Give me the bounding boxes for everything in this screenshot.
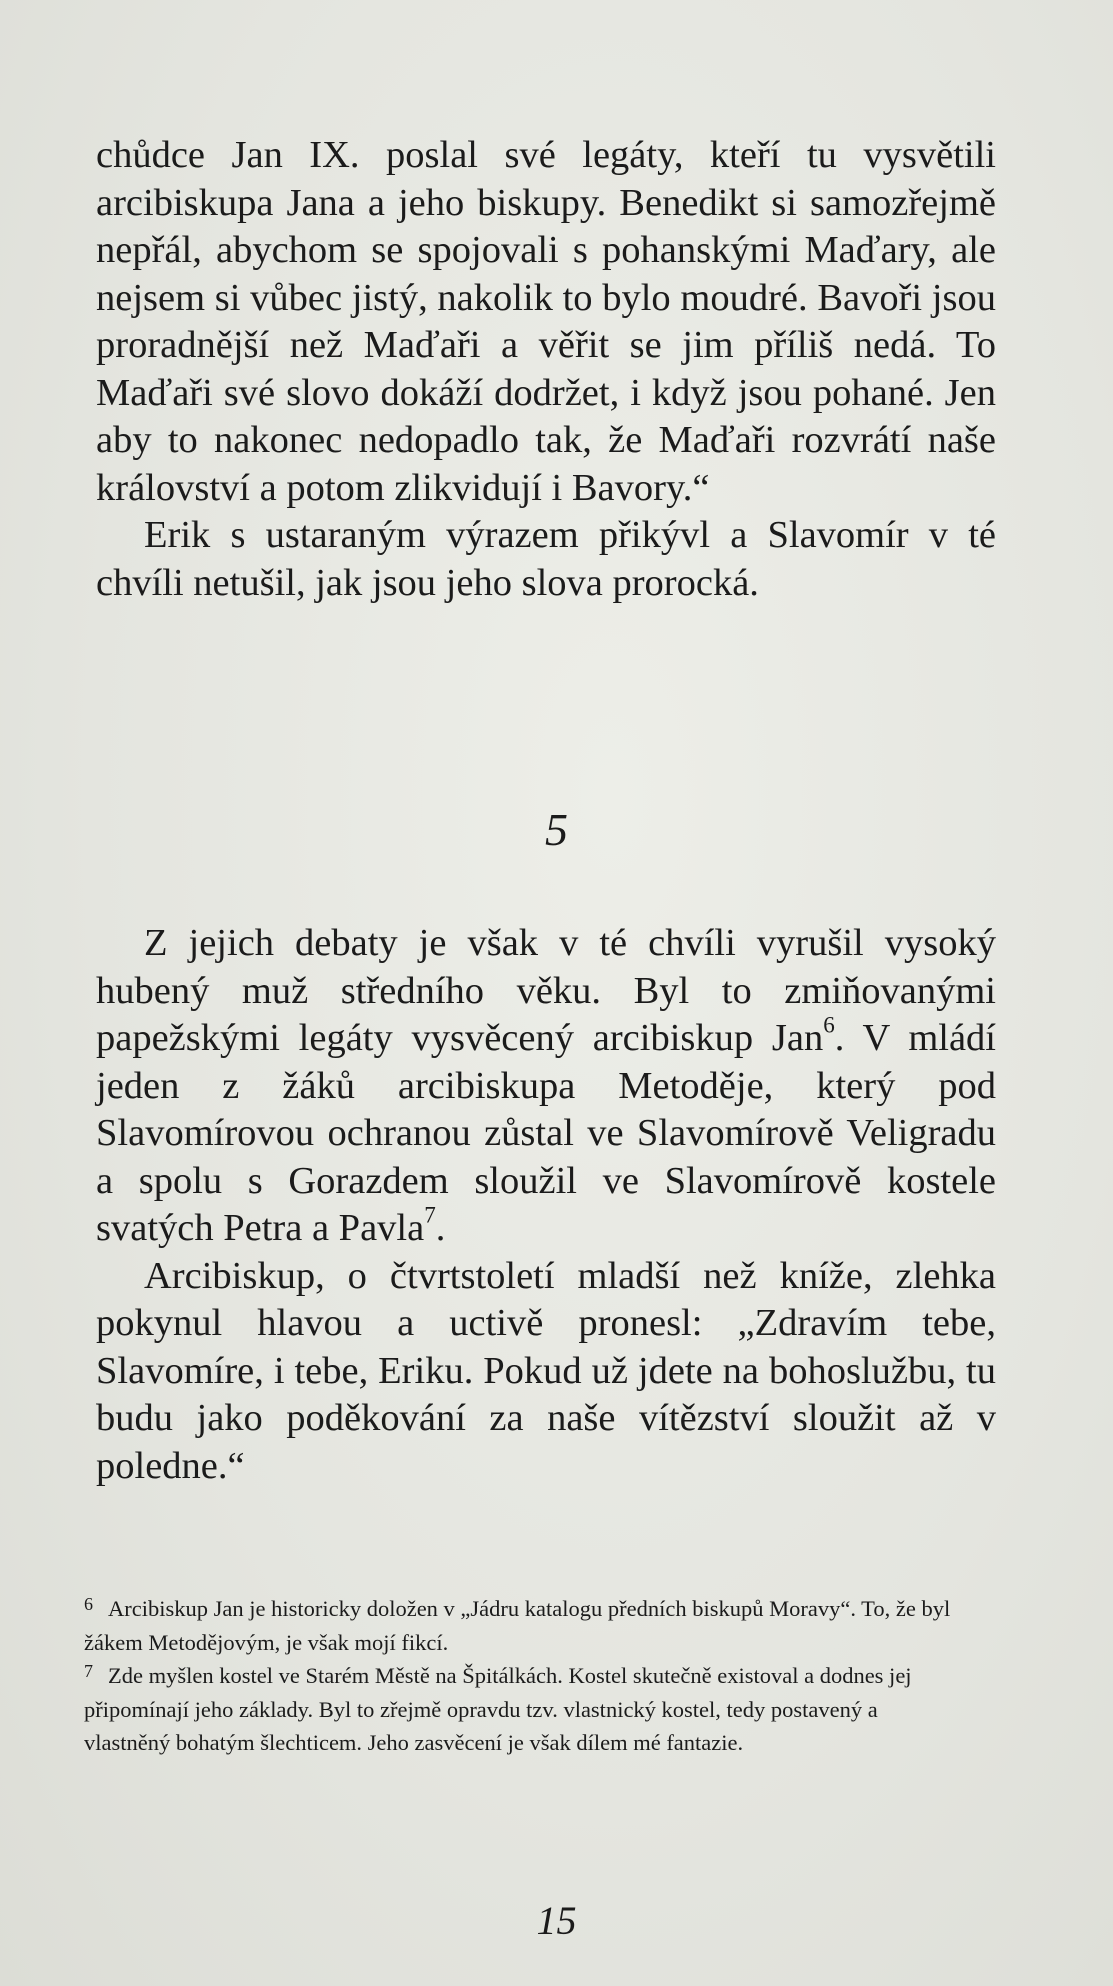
page-number: 15 <box>536 1898 577 1943</box>
footnote-reference: 7 <box>424 1201 436 1228</box>
paragraph-text: . V mládí jeden z žáků arcibiskupa Metoděje, který pod Slavomírovou ochranou zůstal ve Slavomírově Veligradu a spolu s Gorazdem sloužil ve Slavomírově kostele svatých Petra a Pavla <box>96 1017 996 1249</box>
footnote: 6 Arcibiskup Jan je historicky doložen v „Jádru katalogu předních biskupů Moravy“. To, že byl žákem Metodějovým, je však mojí fikcí. <box>84 1593 951 1655</box>
text-block-chapter <box>96 920 996 1490</box>
paragraph <box>96 920 996 1253</box>
paragraph: Erik s ustaraným výrazem přikývl a Slavomír v té chvíli netušil, jak jsou jeho slova prorocká. <box>96 514 996 604</box>
paragraph: chůdce Jan IX. poslal své legáty, kteří tu vysvětili arcibiskupa Jana a jeho biskupy. Benedikt si samozřejmě nepřál, abychom se spojovali s pohanskými Maďary, ale nejsem si vůbec jistý, nakolik to bylo moudré. Bavoři jsou proradnější než Maďaři a věřit se jim příliš nedá. To Maďaři své slovo dokáží dodržet, i když jsou pohané. Jen aby to nakonec nedopadlo tak, že Maďaři rozvrátí naše království a potom zlikvidují i Bavory.“ <box>96 134 996 509</box>
footnote-text: Zde myšlen kostel ve Starém Městě na Špitálkách. Kostel skutečně existoval a dodnes jej připomínají jeho základy. Byl to zřejmě opravdu tzv. vlastnický kostel, tedy postavený a vlastněný bohatým šlechticem. Jeho zasvěcení je však dílem mé fantazie. <box>84 1663 912 1755</box>
paragraph-text: Z jejich debaty je však v té chvíli vyrušil vysoký hubený muž středního věku. Byl to zmiňovanými papežskými legáty vysvěcený arcibiskup Jan <box>96 922 996 1059</box>
text-block-top <box>96 132 996 607</box>
footnote-text: Arcibiskup Jan je historicky doložen v „Jádru katalogu předních biskupů Moravy“. To, že byl žákem Metodějovým, je však mojí fikcí. <box>84 1596 951 1655</box>
footnote-reference: 6 <box>823 1011 835 1038</box>
paragraph: Arcibiskup, o čtvrtstoletí mladší než kníže, zlehka pokynul hlavou a uctivě pronesl: „Zdravím tebe, Slavomíre, i tebe, Eriku. Pokud už jdete na bohoslužbu, tu budu jako poděkování za naše vítězství sloužit až v poledne.“ <box>96 1254 996 1487</box>
footnotes <box>84 1592 964 1760</box>
chapter-number: 5 <box>545 804 568 855</box>
paragraph-text: . <box>435 1207 446 1249</box>
footnote: 7 Zde myšlen kostel ve Starém Městě na Špitálkách. Kostel skutečně existoval a dodnes jej připomínají jeho základy. Byl to zřejmě opravdu tzv. vlastnický kostel, tedy postavený a vlastněný bohatým šlechticem. Jeho zasvěcení je však dílem mé fantazie. <box>84 1660 912 1755</box>
